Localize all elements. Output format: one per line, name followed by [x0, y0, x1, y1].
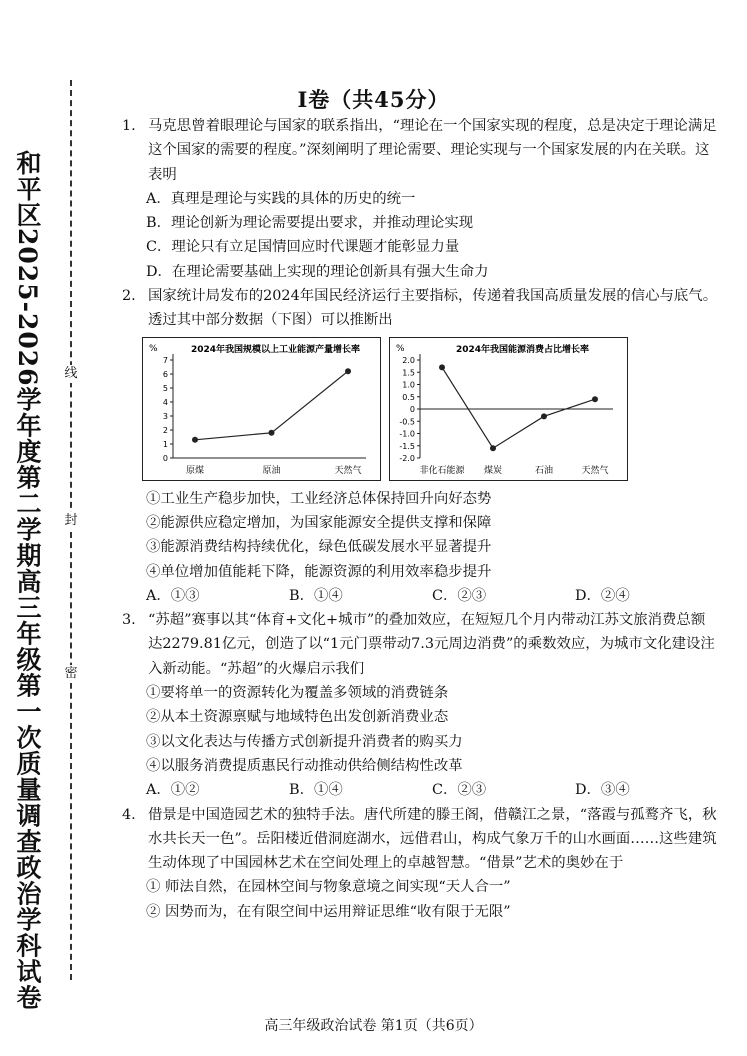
y-tick-label: 1.0 — [402, 380, 415, 390]
choice-a: A．①③ — [146, 587, 200, 604]
y-tick-label: 1 — [162, 439, 168, 449]
question-3 — [122, 608, 718, 681]
statement-1: ①工业生产稳步加快，工业经济总体保持回升向好态势 — [146, 490, 492, 507]
exam-side-title: 和平区2025-2026学年度第二学期高三年级第一次质量调查政治学科试卷 — [13, 150, 42, 1011]
question-number: 2. — [122, 288, 136, 305]
x-tick-label: 非化石能源 — [419, 465, 465, 476]
chart-energy-consumption — [389, 337, 628, 481]
statement-2: ②能源供应稳定增加，为国家能源安全提供支撑和保障 — [146, 514, 492, 531]
y-tick-label: 7 — [162, 355, 168, 365]
y-tick-label: 2.0 — [402, 355, 415, 365]
data-point — [192, 436, 198, 442]
question-stem: “苏超”赛事以其“体育+文化+城市”的叠加效应，在短短几个月内带动江苏文旅消费总额达2279.81亿元，创造了以“1元门票带动7.3元周边消费”的乘数效应，为城市文化建设注入新动能。“苏超”的火爆启示我们 — [148, 612, 715, 677]
x-tick-label: 原油 — [262, 465, 281, 476]
statement-4: ④以服务消费提质惠民行动推动供给侧结构性改革 — [146, 757, 463, 774]
option-b: B．理论创新为理论需要提出要求，并推动理论实现 — [146, 215, 474, 232]
statement-4: ④单位增加值能耗下降，能源资源的利用效率稳步提升 — [146, 563, 492, 580]
statement-3: ③能源消费结构持续优化，绿色低碳发展水平显著提升 — [146, 539, 492, 556]
x-tick-label: 石油 — [534, 465, 554, 476]
option-c: C．理论只有立足国情回应时代课题才能彰显力量 — [146, 239, 460, 256]
binding-mark-seal: 封 — [62, 512, 80, 530]
data-point — [269, 429, 275, 435]
chart-title: 2024年我国能源消费占比增长率 — [455, 344, 590, 355]
binding-mark-line: 线 — [62, 365, 80, 383]
option-d: D．在理论需要基础上实现的理论创新具有强大生命力 — [146, 263, 489, 280]
question-stem: 借景是中国造园艺术的独特手法。唐代所建的滕王阁，借赣江之景，“落霞与孤鹜齐飞，秋水共长天一色”。岳阳楼近借洞庭湖水，远借君山，构成气象万千的山水画面……这些建筑生动体现了中国园林艺术在空间处理上的卓越智慧。“借景”艺术的奥妙在于 — [148, 806, 717, 872]
chart-title: 2024年我国规模以上工业能源产量增长率 — [190, 344, 361, 355]
choice-b: B．①④ — [289, 587, 343, 604]
x-tick-label: 煤炭 — [483, 465, 503, 476]
question-number: 4. — [122, 806, 136, 823]
statement-3: ③以文化表达与传播方式创新提升消费者的购买力 — [146, 733, 463, 750]
question-2 — [122, 284, 718, 333]
y-tick-label: -1.0 — [399, 429, 415, 439]
y-tick-label: 1.5 — [402, 367, 415, 377]
data-point — [439, 364, 445, 370]
x-tick-label: 天然气 — [334, 465, 362, 476]
question-stem: 国家统计局发布的2024年国民经济运行主要指标，传递着我国高质量发展的信心与底气。透过其中部分数据（下图）可以推断出 — [148, 288, 718, 329]
questions-area — [122, 114, 718, 924]
page-footer: 高三年级政治试卷 第1页（共6页） — [264, 1018, 483, 1034]
question-number: 1. — [122, 118, 136, 134]
choice-d: D．②④ — [575, 587, 630, 604]
section-title: I卷（共45分） — [297, 87, 450, 112]
y-tick-label: 0 — [409, 404, 415, 414]
x-tick-label: 原煤 — [185, 465, 205, 476]
data-point — [345, 368, 351, 374]
series-line — [195, 371, 348, 440]
series-line — [442, 367, 595, 448]
y-tick-label: -0.5 — [399, 416, 415, 426]
choice-a: A．①② — [146, 782, 200, 799]
y-tick-label: 5 — [162, 383, 168, 393]
y-unit-label: % — [149, 343, 158, 354]
y-tick-label: 0.5 — [402, 392, 415, 402]
statement-1: ①要将单一的资源转化为覆盖多领域的消费链条 — [146, 685, 449, 702]
choice-b: B．①④ — [289, 782, 343, 799]
chart-energy-production — [142, 337, 381, 481]
statement-2: ② 因势而为，在有限空间中运用辩证思维“收有限于无限” — [146, 903, 511, 920]
x-tick-label: 天然气 — [581, 465, 609, 476]
y-tick-label: 0 — [162, 453, 168, 463]
y-tick-label: 3 — [162, 411, 168, 421]
question-4 — [122, 803, 718, 876]
chart-energy-production-svg — [143, 338, 380, 480]
data-point — [592, 396, 598, 402]
y-tick-label: 2 — [162, 425, 168, 435]
option-a: A．真理是理论与实践的具体的历史的统一 — [146, 190, 416, 207]
y-tick-label: -1.5 — [399, 441, 415, 451]
question-stem: 马克思曾着眼理论与国家的联系指出，“理论在一个国家实现的程度，总是决定于理论满足这个国家的需要的程度。”深刻阐明了理论需要、理论实现与一个国家发展的内在关联。这表明 — [148, 118, 717, 183]
statement-1: ① 师法自然，在园林空间与物象意境之间实现“天人合一” — [146, 879, 511, 896]
charts-row — [142, 337, 718, 481]
choice-d: D．③④ — [575, 782, 630, 799]
chart-energy-consumption-svg — [390, 338, 627, 480]
choice-c: C．②③ — [432, 587, 487, 604]
binding-dashed-line — [70, 80, 72, 980]
choice-c: C．②③ — [432, 782, 487, 799]
y-tick-label: 6 — [162, 369, 168, 379]
choices-row — [122, 778, 718, 802]
data-point — [490, 445, 496, 451]
y-unit-label: % — [396, 343, 405, 354]
question-1 — [122, 114, 718, 187]
choices-row — [122, 584, 718, 608]
y-tick-label: 4 — [162, 397, 168, 407]
y-tick-label: -2.0 — [399, 453, 415, 463]
statement-2: ②从本土资源禀赋与地域特色出发创新消费业态 — [146, 709, 449, 726]
question-number: 3. — [122, 612, 136, 629]
data-point — [541, 413, 547, 419]
binding-mark-secret: 密 — [62, 665, 80, 683]
